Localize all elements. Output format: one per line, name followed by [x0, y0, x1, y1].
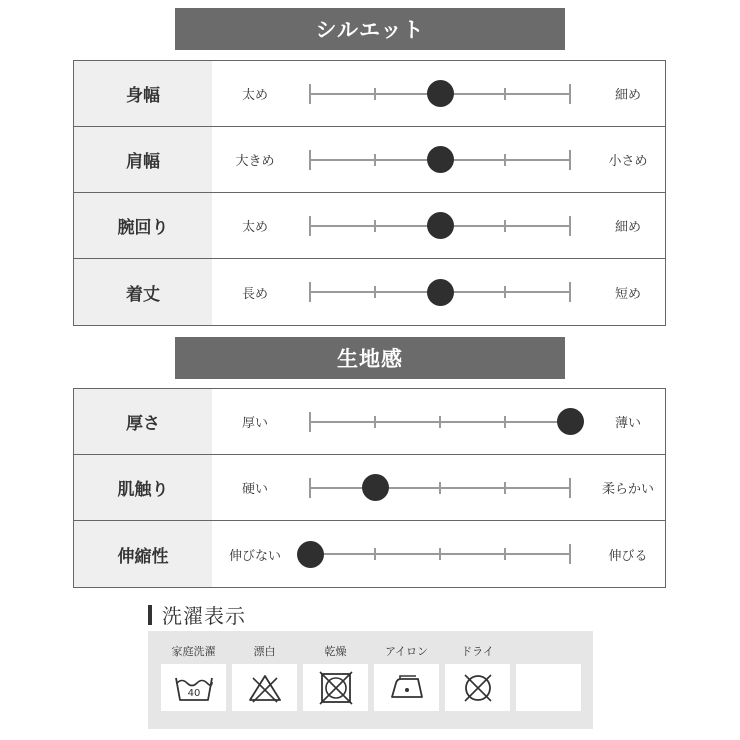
- fabric-row: [74, 455, 665, 521]
- care-label: 家庭洗濯: [171, 645, 216, 658]
- scale-marker: [297, 541, 324, 568]
- silhouette-table: [73, 60, 666, 326]
- silhouette-row: [74, 127, 665, 193]
- scale-tick: [504, 220, 506, 232]
- care-item-iron: [374, 631, 439, 729]
- scale-right-label: 薄い: [614, 416, 641, 431]
- care-item-blank: [516, 631, 581, 729]
- scale-tick: [439, 548, 441, 560]
- silhouette-row: [74, 61, 665, 127]
- scale-tick: [309, 84, 311, 104]
- scale-tick: [569, 84, 571, 104]
- row-label: 肌触り: [74, 455, 212, 520]
- scale-right-label: 小さめ: [608, 154, 648, 169]
- scale-marker: [427, 146, 454, 173]
- scale-tick: [439, 416, 441, 428]
- care-label: 漂白: [253, 645, 276, 658]
- scale-tick: [309, 216, 311, 236]
- scale-tick: [569, 150, 571, 170]
- wash-tub-40-icon: [161, 664, 226, 711]
- scale-tick: [309, 412, 311, 432]
- silhouette-row: [74, 259, 665, 325]
- scale-tick: [309, 478, 311, 498]
- scale-right-label: 細め: [614, 220, 641, 235]
- row-label: 肩幅: [74, 127, 212, 192]
- care-label: ドライ: [461, 645, 494, 658]
- scale-left-label: 硬い: [241, 482, 268, 497]
- scale-tick: [309, 282, 311, 302]
- scale-marker: [427, 279, 454, 306]
- care-item-bleach: [232, 631, 297, 729]
- scale-tick: [569, 216, 571, 236]
- scale-tick: [374, 416, 376, 428]
- row-label: 厚さ: [74, 389, 212, 454]
- washing-panel: [148, 631, 593, 729]
- scale-left-label: 太め: [241, 220, 268, 235]
- scale-tick: [504, 286, 506, 298]
- care-label: アイロン: [384, 645, 428, 658]
- care-item-dry: [303, 631, 368, 729]
- fabric-row: [74, 521, 665, 587]
- row-label: 腕回り: [74, 193, 212, 258]
- scale-tick: [504, 416, 506, 428]
- care-item-dry-clean: [445, 631, 510, 729]
- scale-tick: [569, 282, 571, 302]
- wash-temp: 40: [187, 687, 200, 699]
- scale-marker: [362, 474, 389, 501]
- scale-right-label: 細め: [614, 88, 641, 103]
- no-bleach-icon: [232, 664, 297, 711]
- scale-marker: [427, 80, 454, 107]
- title-bar: [148, 605, 152, 625]
- scale-tick: [504, 548, 506, 560]
- scale-marker: [557, 408, 584, 435]
- scale-tick: [504, 482, 506, 494]
- fabric-row: [74, 389, 665, 455]
- scale-tick: [309, 150, 311, 170]
- scale-tick: [504, 88, 506, 100]
- scale-left-label: 伸びない: [228, 548, 281, 564]
- scale-right-label: 短め: [614, 286, 641, 302]
- row-label: 着丈: [74, 259, 212, 325]
- iron-low-icon: [374, 664, 439, 711]
- scale-right-label: 伸びる: [608, 548, 648, 564]
- no-tumble-dry-icon: [303, 664, 368, 711]
- scale-right-label: 柔らかい: [601, 482, 654, 497]
- scale-left-label: 太め: [241, 88, 268, 103]
- scale-left-label: 大きめ: [235, 154, 275, 169]
- silhouette-row: [74, 193, 665, 259]
- scale-tick: [374, 548, 376, 560]
- washing-title-text: 洗濯表示: [162, 604, 246, 628]
- scale-tick: [374, 154, 376, 166]
- scale-tick: [569, 478, 571, 498]
- silhouette-header: シルエット: [175, 8, 565, 50]
- scale-marker: [427, 212, 454, 239]
- scale-tick: [569, 544, 571, 564]
- row-label: 伸縮性: [74, 521, 212, 587]
- row-label: 身幅: [74, 61, 212, 126]
- scale-tick: [374, 88, 376, 100]
- scale-left-label: 厚い: [241, 416, 268, 431]
- blank-icon: [516, 664, 581, 711]
- scale-left-label: 長め: [241, 286, 268, 302]
- washing-title: [148, 600, 246, 629]
- scale-tick: [374, 220, 376, 232]
- scale-tick: [374, 286, 376, 298]
- fabric-header: 生地感: [175, 337, 565, 379]
- scale-tick: [439, 482, 441, 494]
- no-dry-clean-icon: [445, 664, 510, 711]
- care-item-home-wash: [161, 631, 226, 729]
- care-label: 乾燥: [324, 645, 347, 658]
- scale-tick: [504, 154, 506, 166]
- fabric-table: [73, 388, 666, 588]
